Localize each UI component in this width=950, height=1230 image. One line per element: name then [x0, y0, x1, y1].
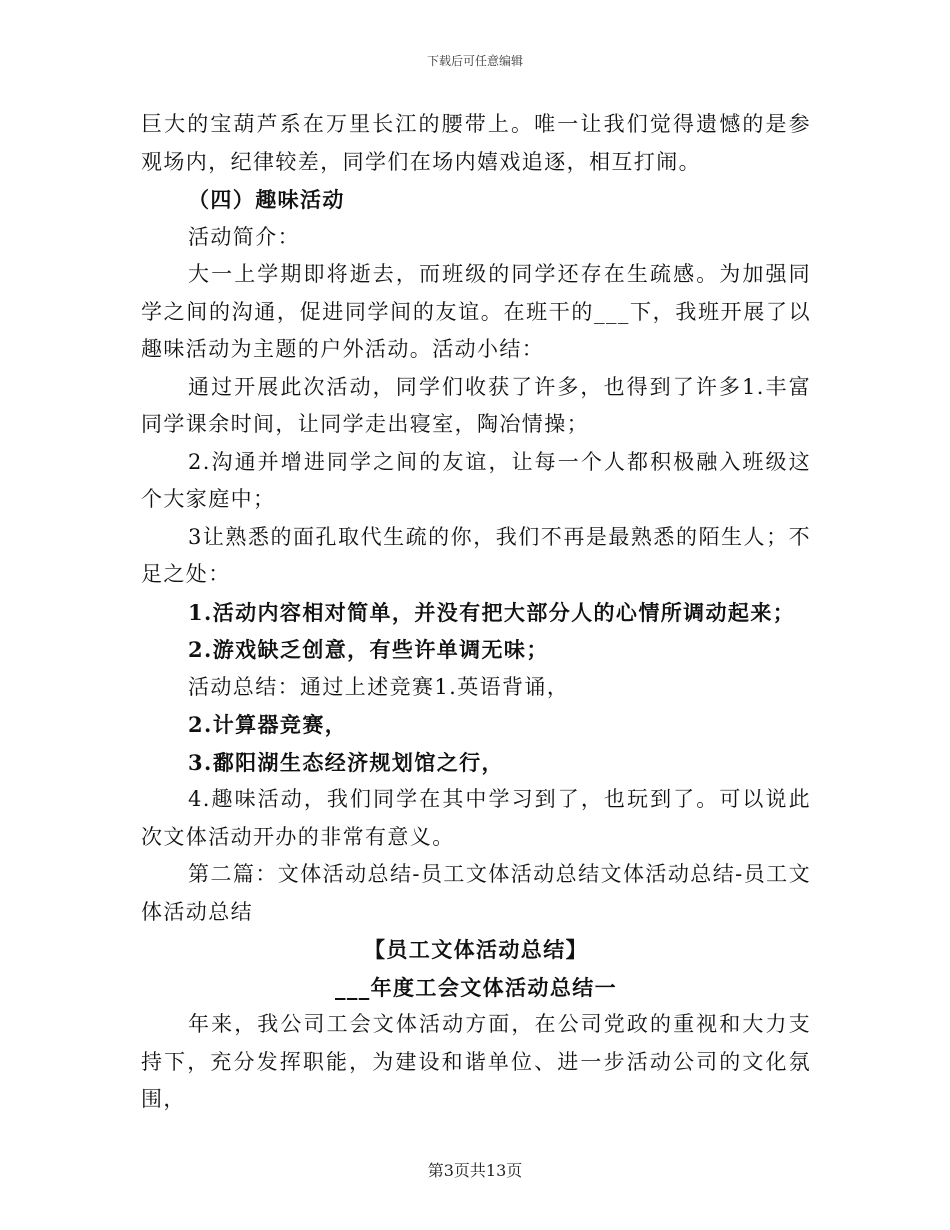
page-footer: 第3页共13页 [427, 1161, 523, 1180]
paragraph-point-2: 2.沟通并增进同学之间的友谊，让每一个人都积极融入班级这个大家庭中； [141, 449, 811, 511]
paragraph-last: 年来，我公司工会文体活动方面，在公司党政的重视和大力支持下，充分发挥职能，为建设和谐单位、进一步活动公司的文化氛围， [141, 1012, 811, 1111]
paragraph-intro: 大一上学期即将逝去，而班级的同学还存在生疏感。为加强同学之间的沟通，促进同学间的友谊。在班干的___下，我班开展了以趣味活动为主题的户外活动。活动小结： [141, 262, 811, 361]
shortcoming-2: 2.游戏缺乏创意，有些许单调无味； [188, 637, 549, 662]
article-subheading: ___年度工会文体活动总结一 [334, 974, 618, 1000]
page-header: 下载后可任意编辑 [426, 54, 523, 68]
section-heading-fun-activities: （四）趣味活动 [188, 187, 345, 212]
summary-item-3: 3.鄱阳湖生态经济规划馆之行， [188, 749, 504, 775]
document-body [141, 106, 811, 1119]
article-heading: 【员工文体活动总结】 [364, 937, 588, 962]
paragraph-1: 巨大的宝葫芦系在万里长江的腰带上。唯一让我们觉得遗憾的是参观场内，纪律较差，同学们在场内嬉戏追逐，相互打闹。 [141, 112, 811, 174]
paragraph-point-3: 3让熟悉的面孔取代生疏的你，我们不再是最熟悉的陌生人；不足之处： [141, 524, 811, 586]
summary-line: 活动总结：通过上述竞赛1.英语背诵， [188, 674, 570, 699]
second-article-title: 第二篇：文体活动总结-员工文体活动总结文体活动总结-员工文体活动总结 [141, 862, 811, 924]
summary-item-4: 4.趣味活动，我们同学在其中学习到了，也玩到了。可以说此次文体活动开办的非常有意义。 [141, 787, 811, 849]
activity-intro-label: 活动简介： [188, 224, 300, 249]
paragraph-gains: 通过开展此次活动，同学们收获了许多，也得到了许多1.丰富同学课余时间，让同学走出寝室，陶冶情操； [141, 374, 811, 436]
shortcoming-1: 1.活动内容相对简单，并没有把大部分人的心情所调动起来； [188, 599, 796, 625]
summary-item-2: 2.计算器竞赛， [188, 712, 348, 737]
